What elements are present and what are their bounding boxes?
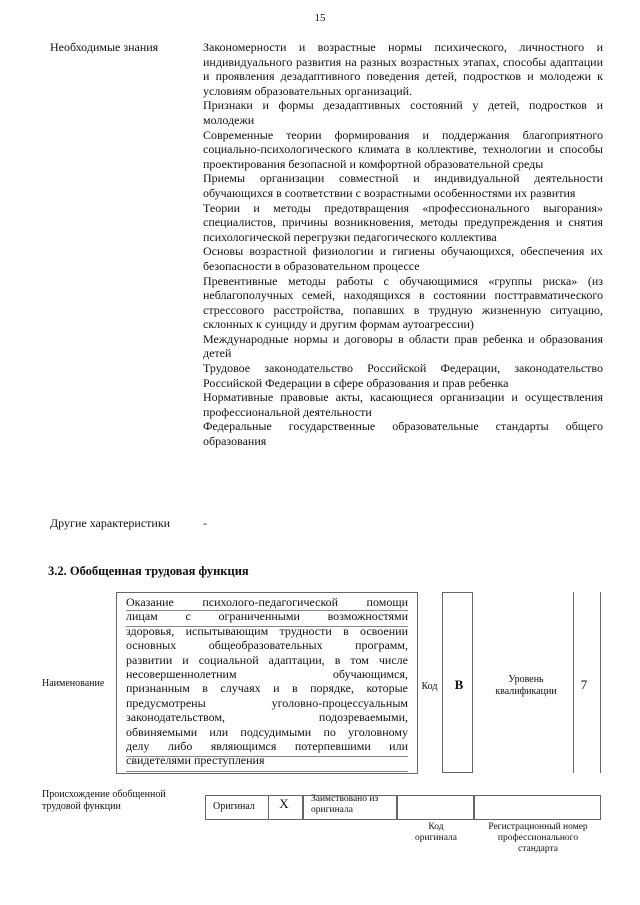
borrowed-label-line: Заимствовано из: [311, 794, 379, 804]
qualification-level-label: [479, 674, 573, 698]
other-characteristics-label: Другие характеристики: [50, 516, 171, 530]
original-code-cell: [397, 795, 474, 820]
function-name-line: предусмотрены уголовно-процессуальным: [126, 695, 408, 710]
divider: [126, 771, 408, 772]
function-name-line: признанным в случаях и в порядке, которые: [126, 681, 408, 696]
function-name-line: законодательством, подозреваемыми,: [126, 710, 408, 725]
function-name-text: [126, 595, 408, 768]
divider: [442, 592, 472, 593]
knowledge-item: Основы возрастной физиологии и гигиены обучающихся, обеспечения их безопасности в образовательном процессе: [203, 244, 603, 273]
function-name-line: свидетелями преступления: [126, 753, 265, 768]
origin-label-line: Происхождение обобщенной: [42, 789, 166, 800]
knowledge-item: Трудовое законодательство Российской Федерации, законодательство Российской Федерации в сфере образования и прав ребенка: [203, 361, 603, 390]
page-number: 15: [314, 12, 326, 24]
divider: [472, 592, 473, 773]
qualification-level-label-line: квалификации: [495, 686, 557, 697]
knowledge-item: Современные теории формирования и поддержания благоприятного социально-психологического климата в коллективе, технологии и способы проектирования безопасной и комфортной образовательной среды: [203, 127, 603, 171]
divider: [600, 592, 601, 773]
original-code-label-line: Код: [428, 822, 444, 832]
knowledge-item: Теории и методы предотвращения «профессионального выгорания» специалистов, причины возникновения, методы предупреждения и снятия психологической перегрузки педагогического коллектива: [203, 200, 603, 244]
function-name-line: делу либо являющимся потерпевшими или: [126, 739, 408, 754]
borrowed-label: [311, 794, 378, 816]
registration-number-cell: [474, 795, 601, 820]
knowledge-item: Федеральные государственные образовательные стандарты общего образования: [203, 419, 603, 449]
original-code-label-line: оригинала: [415, 833, 457, 843]
knowledge-item: Нормативные правовые акты, касающиеся организации и осуществления профессиональной деятельности: [203, 390, 603, 419]
qualification-level-label-line: Уровень: [508, 674, 544, 685]
function-name-line: основных общеобразовательных программ,: [126, 638, 408, 653]
knowledge-item: Закономерности и возрастные нормы психического, личностного и индивидуального развития на разных возрастных этапах, способы адаптации и проявления дезадаптивного поведения детей, подростков и молодежи к условиям образовательных организаций.: [203, 40, 603, 98]
original-label: Оригинал: [213, 801, 255, 812]
function-name-line: несовершеннолетним обучающимся,: [126, 667, 408, 682]
knowledge-list: [203, 40, 603, 449]
function-name-label: Наименование: [42, 678, 105, 689]
knowledge-item: Превентивные методы работы с обучающимися «группы риска» (из неблагополучных семей, находящихся в состоянии посттравматического стрессового расстройства, попавших в трудную жизненную ситуацию, склонных к суициду и другим формам аутоагрессии): [203, 273, 603, 332]
code-label: Код: [421, 681, 438, 692]
function-name-line: обвиняемыми или подсудимыми по уголовному: [126, 724, 408, 739]
knowledge-item: Приемы организации совместной и индивидуальной деятельности обучающихся в соответствии с возрастными особенностями их развития: [203, 171, 603, 200]
knowledge-item: Международные нормы и договоры в области прав ребенка и образования детей: [203, 331, 603, 361]
divider: [442, 772, 472, 773]
original-mark: X: [279, 796, 289, 811]
registration-number-label-line: профессионального: [497, 833, 579, 843]
code-value: B: [454, 677, 464, 692]
other-characteristics-value: -: [203, 516, 207, 530]
original-code-label: [405, 822, 467, 844]
origin-label-line: трудовой функции: [42, 801, 121, 812]
function-name-line: здоровья, испытывающим трудности в освоении: [126, 623, 408, 638]
borrowed-label-line: оригинала: [311, 805, 353, 815]
qualification-level-value: 7: [580, 677, 588, 692]
registration-number-label: [478, 822, 598, 855]
function-name-line: лицам с ограниченными возможностями: [126, 609, 408, 624]
registration-number-label-line: Регистрационный номер: [488, 822, 588, 832]
divider: [268, 795, 269, 820]
section-title: 3.2. Обобщенная трудовая функция: [48, 564, 249, 578]
origin-label: [42, 789, 166, 813]
knowledge-item: Признаки и формы дезадаптивных состояний у детей, подростков и молодежи: [203, 98, 603, 127]
function-name-line: развитии и социальной адаптации, в том числе: [126, 652, 408, 667]
registration-number-label-line: стандарта: [518, 844, 558, 854]
divider: [442, 592, 443, 773]
function-name-line: Оказание психолого-педагогической помощи: [126, 595, 408, 609]
knowledge-label: Необходимые знания: [50, 40, 159, 54]
